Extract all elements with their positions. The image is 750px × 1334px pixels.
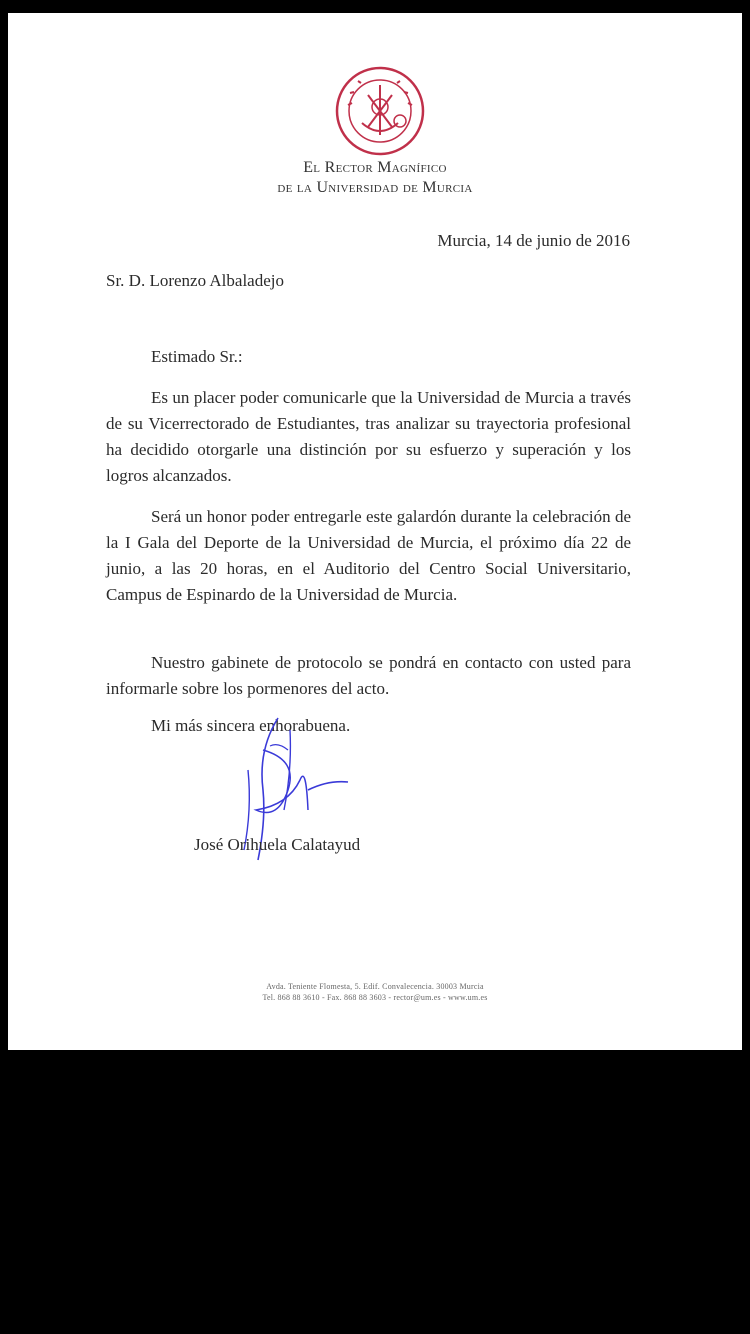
footer-contact: Tel. 868 88 3610 - Fax. 868 88 3603 - rector@um.es - www.um.es [262, 993, 488, 1002]
letterhead-title: El Rector Magnífico [303, 159, 447, 176]
paragraph-2: Será un honor poder entregarle este galardón durante la celebración de la I Gala del Deporte de la Universidad de Murcia, el próximo día 22 de junio, a las 20 horas, en el Auditorio del Centro Social Universitario, Campus de Espinardo de la Universidad de Murcia. [106, 507, 631, 604]
university-seal-icon [334, 65, 426, 157]
closing: Mi más sincera enhorabuena. [151, 716, 351, 735]
paragraph-3: Nuestro gabinete de protocolo se pondrá en contacto con usted para informarle sobre los pormenores del acto. [106, 653, 631, 698]
footer-address: Avda. Teniente Flomesta, 5. Edif. Convalecencia. 30003 Murcia [266, 982, 484, 991]
paragraph-1: Es un placer poder comunicarle que la Universidad de Murcia a través de su Vicerrectorado de Estudiantes, tras analizar su trayectoria profesional ha decidido otorgarle una distinción por su esfuerzo y superación y los logros alcanzados. [106, 388, 631, 485]
letter-page [8, 13, 742, 1050]
salutation: Estimado Sr.: [151, 347, 243, 366]
letter-date: Murcia, 14 de junio de 2016 [437, 231, 630, 250]
signer-name: José Orihuela Calatayud [194, 835, 361, 854]
letterhead-subtitle: de la Universidad de Murcia [277, 179, 473, 196]
recipient: Sr. D. Lorenzo Albaladejo [106, 271, 284, 290]
